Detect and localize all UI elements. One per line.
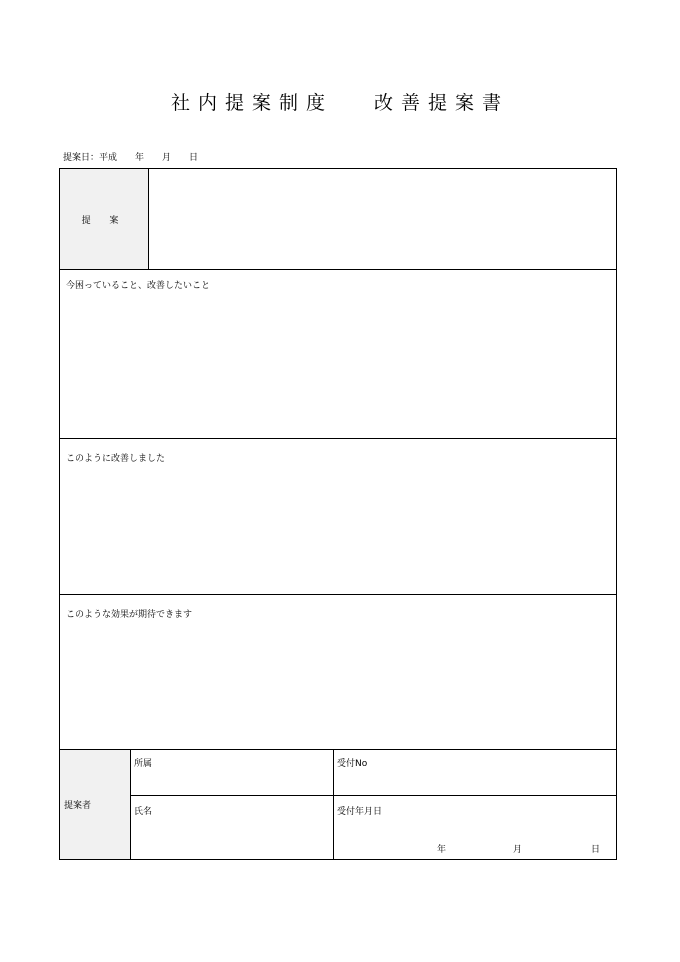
effect-section-label: このような効果が期待できます xyxy=(66,610,193,620)
proposal-form xyxy=(59,168,617,860)
proposal-date-line: 提案日：平成 年 月 日 xyxy=(63,153,199,163)
department-label: 所属 xyxy=(134,759,153,769)
proposer-label: 提案者 xyxy=(64,801,92,811)
proposer-label-cell xyxy=(60,750,130,859)
proposal-input[interactable] xyxy=(149,169,617,269)
department-field[interactable] xyxy=(131,750,333,795)
reception-month-label: 月 xyxy=(513,845,523,855)
form-title: 社内提案制度 改善提案書 xyxy=(170,92,510,114)
name-field[interactable] xyxy=(131,796,333,859)
proposal-label-cell xyxy=(60,169,148,269)
reception-year-label: 年 xyxy=(437,845,447,855)
name-label: 氏名 xyxy=(134,807,153,817)
improvement-section[interactable] xyxy=(60,439,616,594)
reception-no-label: 受付No xyxy=(337,759,368,769)
problem-section-label: 今困っていること、改善したいこと xyxy=(66,281,211,291)
reception-date-field[interactable] xyxy=(334,796,616,859)
reception-date-label: 受付年月日 xyxy=(337,807,383,817)
improvement-section-label: このように改善しました xyxy=(66,454,166,464)
reception-day-label: 日 xyxy=(591,845,601,855)
problem-section[interactable] xyxy=(60,270,616,438)
reception-no-field[interactable] xyxy=(334,750,616,795)
proposal-label: 提 案 xyxy=(81,215,127,226)
effect-section[interactable] xyxy=(60,595,616,749)
